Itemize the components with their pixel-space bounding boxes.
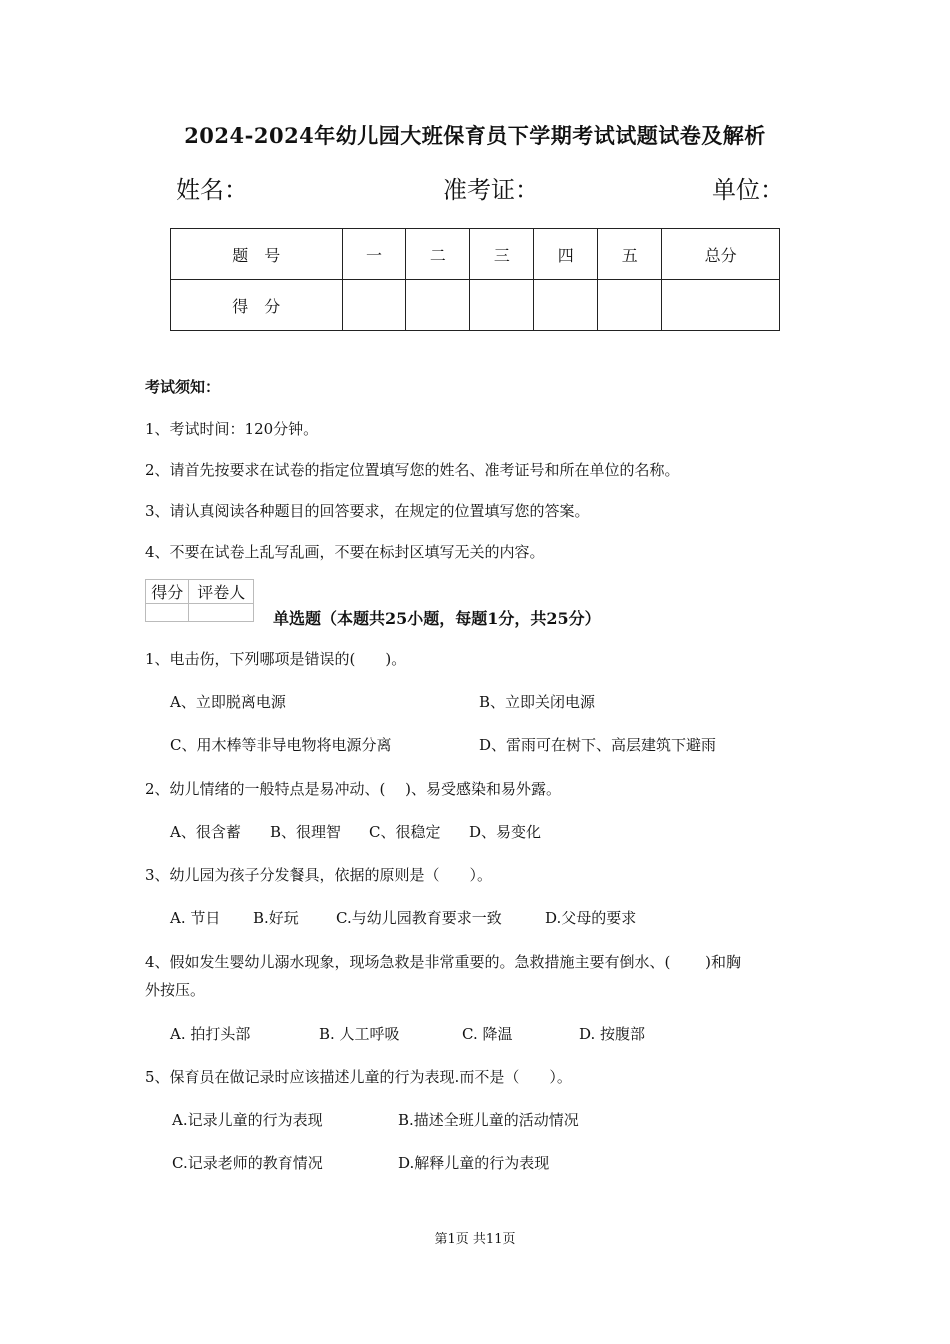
score-cell[interactable]	[470, 280, 534, 331]
question-option[interactable]: D、雷雨可在树下、高层建筑下避雨	[479, 736, 717, 754]
question-option[interactable]: C.记录老师的教育情况	[172, 1154, 323, 1172]
score-cell[interactable]	[406, 280, 470, 331]
grader-score-label: 得分	[146, 580, 189, 604]
question-option[interactable]: C.与幼儿园教育要求一致	[336, 909, 502, 927]
question-option[interactable]: B、立即关闭电源	[479, 693, 596, 711]
question-option[interactable]: A. 拍打头部	[170, 1025, 251, 1043]
question-option[interactable]: A、很含蓄	[170, 823, 241, 841]
grader-box	[145, 579, 254, 622]
score-cell[interactable]	[534, 280, 598, 331]
score-table-header-cell: 一	[342, 229, 406, 280]
question-stem: 4、假如发生婴幼儿溺水现象，现场急救是非常重要的。急救措施主要有倒水、( )和胸	[145, 953, 742, 971]
grader-score-cell[interactable]	[146, 604, 189, 622]
question-stem: 2、幼儿情绪的一般特点是易冲动、( )、易受感染和易外露。	[145, 780, 562, 798]
question-option[interactable]: A.记录儿童的行为表现	[172, 1111, 323, 1129]
question-option[interactable]: D.解释儿童的行为表现	[398, 1154, 550, 1172]
score-cell[interactable]	[598, 280, 662, 331]
score-row-label: 得 分	[171, 280, 343, 331]
question-option[interactable]: A、立即脱离电源	[170, 693, 286, 711]
question-option[interactable]: D.父母的要求	[545, 909, 637, 927]
notice-item: 4、不要在试卷上乱写乱画，不要在标封区填写无关的内容。	[145, 543, 545, 561]
score-table-score-row	[171, 280, 780, 331]
question-stem-continued: 外按压。	[145, 981, 206, 999]
question-stem: 3、幼儿园为孩子分发餐具，依据的原则是（ ）。	[145, 866, 493, 884]
grader-reviewer-label: 评卷人	[189, 580, 254, 604]
score-cell[interactable]	[662, 280, 780, 331]
score-table-header-cell: 四	[534, 229, 598, 280]
name-field-label: 姓名：	[176, 176, 248, 204]
score-table-header-cell: 三	[470, 229, 534, 280]
unit-field-label: 单位：	[712, 176, 784, 204]
score-table-header-row	[171, 229, 780, 280]
question-option[interactable]: B.好玩	[253, 909, 299, 927]
score-table-header-cell: 题 号	[171, 229, 343, 280]
question-stem: 5、保育员在做记录时应该描述儿童的行为表现.而不是（ ）。	[145, 1068, 572, 1086]
notice-heading: 考试须知：	[145, 378, 221, 396]
question-stem: 1、电击伤，下列哪项是错误的( )。	[145, 650, 407, 668]
question-option[interactable]: D. 按腹部	[579, 1025, 646, 1043]
question-option[interactable]: B.描述全班儿童的活动情况	[398, 1111, 579, 1129]
question-option[interactable]: B、很理智	[270, 823, 342, 841]
notice-item: 3、请认真阅读各种题目的回答要求，在规定的位置填写您的答案。	[145, 502, 590, 520]
document-title: 2024-2024年幼儿园大班保育员下学期考试试题试卷及解析	[184, 123, 766, 148]
grader-reviewer-cell[interactable]	[189, 604, 254, 622]
score-cell[interactable]	[342, 280, 406, 331]
notice-item: 1、考试时间：120分钟。	[145, 420, 319, 438]
score-table-header-cell: 总分	[662, 229, 780, 280]
notice-item: 2、请首先按要求在试卷的指定位置填写您的姓名、准考证号和所在单位的名称。	[145, 461, 680, 479]
question-option[interactable]: C、用木棒等非导电物将电源分离	[170, 736, 392, 754]
question-option[interactable]: C、很稳定	[369, 823, 441, 841]
exam-number-field-label: 准考证：	[443, 176, 539, 204]
question-option[interactable]: A. 节日	[170, 909, 221, 927]
page-footer: 第1页 共11页	[434, 1232, 516, 1247]
question-option[interactable]: D、易变化	[469, 823, 542, 841]
section-title: 单选题（本题共25小题，每题1分，共25分）	[273, 609, 601, 628]
score-table-header-cell: 五	[598, 229, 662, 280]
question-option[interactable]: B. 人工呼吸	[319, 1025, 400, 1043]
question-option[interactable]: C. 降温	[462, 1025, 513, 1043]
score-table	[170, 228, 780, 331]
score-table-header-cell: 二	[406, 229, 470, 280]
